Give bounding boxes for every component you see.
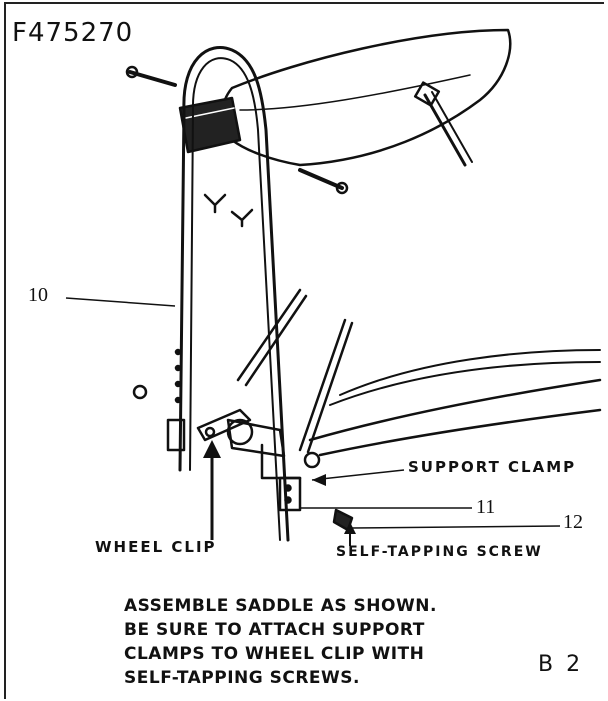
page-code: B 2 <box>538 652 584 677</box>
saddle-shadow <box>240 75 470 110</box>
label-support-clamp: SUPPORT CLAMP <box>408 458 577 476</box>
leader-12 <box>352 526 560 528</box>
wheel-clip <box>198 410 250 440</box>
instruction-line: BE SURE TO ATTACH SUPPORT <box>124 620 425 640</box>
rear-reflector <box>180 98 240 152</box>
right-support-clamp <box>280 478 300 510</box>
callout-11: 11 <box>476 496 496 518</box>
seat-stay-right <box>300 320 345 450</box>
seat-stay-left <box>238 290 300 380</box>
part-number: F475270 <box>12 18 134 48</box>
wing-nut-1 <box>205 195 225 212</box>
instruction-line: ASSEMBLE SADDLE AS SHOWN. <box>124 596 437 616</box>
assembly-instructions <box>124 594 504 690</box>
lower-bolt <box>300 170 342 188</box>
leader-10 <box>66 298 175 306</box>
instruction-line: SELF-TAPPING SCREWS. <box>124 668 360 688</box>
callout-12: 12 <box>563 511 583 533</box>
label-wheel-clip: WHEEL CLIP <box>95 538 217 556</box>
instruction-line: CLAMPS TO WHEEL CLIP WITH <box>124 644 425 664</box>
left-nut <box>134 386 146 398</box>
axle-nut <box>305 453 319 467</box>
callout-10: 10 <box>28 284 48 306</box>
label-self-tapping-screw: SELF-TAPPING SCREW <box>336 544 543 560</box>
wing-nut-2 <box>232 210 252 226</box>
